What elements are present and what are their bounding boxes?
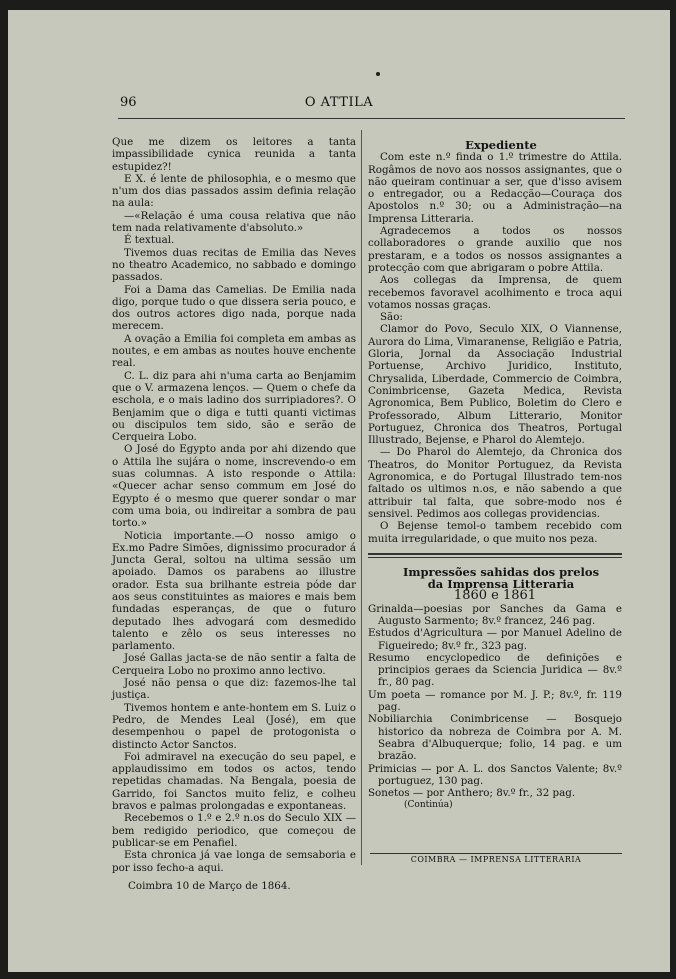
impressoes-section [368,566,622,812]
paragraph: Noticia importante.—O nosso amigo o Ex.mo Padre Simões, dignissimo procurador á Juncta Geral, soltou na ultima sessão um apoiado. Damos os parabens ao illustre orador. Esta sua brilhante estreia póde dar aos seus constituintes as maiores e mais bem fundadas esperanças, de que o futuro deputado lhes advogará com desmedido talento e zêlo os seus interesses no parlamento. [112,529,356,653]
newspaper-title: O ATTILA [304,95,374,110]
left-column [112,136,356,892]
list-item: Nobiliarchia Conimbricense — Bosquejo historico da nobreza de Coimbra por A. M. Seabra d'Albuquerque; folio, 14 pag. e um brazão. [368,713,622,763]
paragraph: Foi admiravel na execução do seu papel, e applaudissimo em todos os actos, tendo repetidas chamadas. Na Bengala, poesia de Garrido, foi Sanctos muito feliz, e colheu bravos e palmas prolongadas e expontaneas. [112,750,356,813]
paragraph: E X. é lente de philosophia, e o mesmo que n'um dos dias passados assim definia relação na aula: [112,172,356,210]
paragraph: A ovação a Emilia foi completa em ambas as noutes, e em ambas as noutes houve enchente real. [112,332,356,370]
footer-rule [370,853,622,854]
list-item: Primicias — por A. L. dos Sanctos Valente; 8v.º portuguez, 130 pag. [368,762,622,787]
years-heading: 1860 e 1861 [453,588,537,604]
printer-footer: COIMBRA — IMPRENSA LITTERARIA [410,855,582,864]
paragraph: Aos collegas da Imprensa, de quem recebemos favoravel acolhimento e troca aqui votamos nossas graças. [368,274,622,311]
section-heading: Expediente [465,138,537,152]
newspaper-page [8,10,670,972]
paragraph: Foi a Dama das Camelias. De Emilia nada digo, porque tudo o que dissera seria pouco, e dos outros actores digo nada, porque nada merecem. [112,283,356,333]
list-item: Resumo encyclopedico de definições e principios geraes da Sciencia Juridica — 8v.º fr., 80 pag. [368,651,622,689]
paragraph: O Bejense temol-o tambem recebido com muita irregularidade, o que muito nos peza. [368,520,622,545]
paragraph: São: [380,311,403,324]
paragraph: Esta chronica já vae longa de semsaboria e por isso fecho-a aqui. [112,849,356,874]
section-rule [368,553,622,558]
paragraph: Agradecemos a todos os nossos collaboradores o grande auxilio que nos prestaram, e a todos os nossos assignantes a protecção com que abrigaram o pobre Attila. [368,225,622,274]
expediente-section [368,139,622,545]
paragraph: Tivemos duas recitas de Emilia das Neves no theatro Academico, no sabbado e domingo passados. [112,246,356,284]
column-divider [361,130,362,865]
paragraph: José não pensa o que diz: fazemos-lhe tal justiça. [112,677,356,702]
paragraph: Recebemos o 1.º e 2.º n.os do Seculo XIX — bem redigido periodico, que começou de publicar-se em Penafiel. [112,812,356,849]
paragraph: Clamor do Povo, Seculo XIX, O Viannense, Aurora do Lima, Vimaranense, Religião e Patria, Gloria, Jornal da Associação Industrial Portuense, Archivo Juridico, Instituto, Chrysalida, Liberdade, Commercio de Coimbra, Conimbricense, Gazeta Medica, Revista Agronomica, Bem Publico, Boletim do Clero e Professorado, Album Litterario, Monitor Portuguez, Chronica dos Theatros, Portugal Illustrado, Bejense, e Pharol do Alemtejo. [368,323,622,447]
dateline: Coimbra 10 de Março de 1864. [128,879,291,892]
section-heading-line1: Impressões sahidas dos prelos [402,564,600,579]
continues-note: (Continúa) [404,800,453,811]
paragraph: Que me dizem os leitores a tanta impassibilidade cynica reunida a tanta estupidez?! [112,136,356,173]
paragraph: —«Relação é uma cousa relativa que não tem nada relativamente d'absoluto.» [112,209,356,235]
page-header [8,95,670,117]
ink-dot [376,72,380,76]
paragraph: Com este n.º finda o 1.º trimestre do Attila. Rogâmos de novo aos nossos assignantes, que o não queiram continuar a ser, que d'isso avisem o entregador, ou a Redacção—Couraça dos Apostolos n.º 30; ou a Administração—na Imprensa Litteraria. [368,151,622,225]
paragraph: José Gallas jacta-se de não sentir a falta de Cerqueira Lobo no proximo anno lectivo. [112,652,356,677]
list-item: Um poeta — romance por M. J. P.; 8v.º, fr. 119 pag. [368,688,622,714]
list-item: Estudos d'Agricultura — por Manuel Adelino de Figueiredo; 8v.º fr., 323 pag. [368,627,622,652]
paragraph: — Do Pharol do Alemtejo, da Chronica dos Theatros, do Monitor Portuguez, da Revista Agronomica, e do Portugal Illustrado tem-nos faltado os ultimos n.os, e não sabendo a que attribuir tal falta, que sobre-modo nos é sensivel. Pedimos aos collegas providencias. [368,446,622,520]
right-column [368,139,622,812]
page-number: 96 [120,95,137,110]
paragraph: C. L. diz para ahi n'uma carta ao Benjamim que o V. armazena lenços. — Quem o chefe da eschola, e o mais ladino dos surripiadores?. O Benjamim que o diga e tutti quanti victimas ou discipulos tem sido, são e serão de Cerqueira Lobo. [112,369,356,444]
header-rule [118,118,625,119]
paragraph: O José do Egypto anda por ahi dizendo que o Attila lhe sujára o nome, inscrevendo-o em suas columnas. A isto responde o Attila: «Quecer achar senso commum em José do Egypto é o mesmo que querer sondar o mar com uma boia, ou indireitar a sombra de pau torto.» [112,443,356,530]
paragraph: Tivemos hontem e ante-hontem em S. Luiz o Pedro, de Mendes Leal (José), em que desempenhou o papel de protogonista o distincto Actor Sanctos. [112,701,356,751]
section-heading-line2: da Imprensa Litteraria [427,577,575,592]
list-item: Grinalda—poesias por Sanches da Gama e Augusto Sarmento; 8v.º francez, 246 pag. [368,602,622,627]
list-item: Sonetos — por Anthero; 8v.º fr., 32 pag. [368,787,576,800]
paragraph: É textual. [124,234,175,247]
